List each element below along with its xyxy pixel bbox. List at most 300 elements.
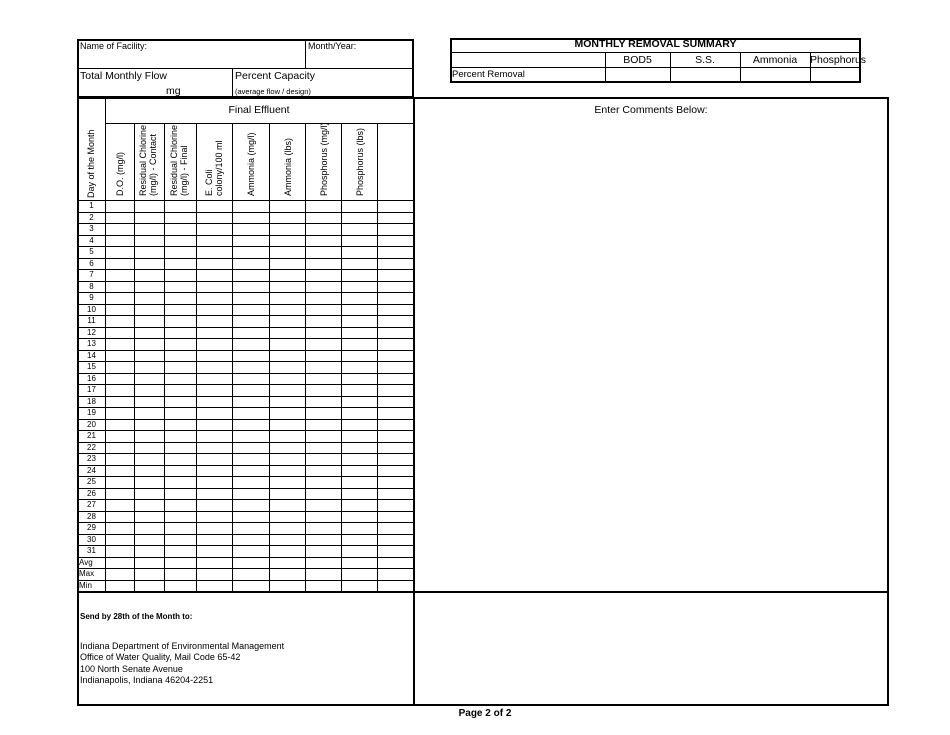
data-cell[interactable]	[233, 523, 269, 534]
data-cell[interactable]	[342, 535, 377, 546]
data-cell[interactable]	[342, 224, 377, 235]
data-cell[interactable]	[270, 397, 305, 408]
data-cell[interactable]	[342, 581, 377, 592]
data-cell[interactable]	[233, 489, 269, 500]
facility-name-field[interactable]	[78, 52, 304, 67]
data-cell[interactable]	[135, 397, 164, 408]
data-cell[interactable]	[135, 316, 164, 327]
data-cell[interactable]	[165, 201, 196, 212]
data-cell[interactable]	[165, 535, 196, 546]
data-cell[interactable]	[378, 512, 413, 523]
data-cell[interactable]	[378, 420, 413, 431]
data-cell[interactable]	[135, 374, 164, 385]
data-cell[interactable]	[135, 213, 164, 224]
data-cell[interactable]	[197, 293, 232, 304]
data-cell[interactable]	[342, 247, 377, 258]
data-cell[interactable]	[342, 408, 377, 419]
data-cell[interactable]	[342, 385, 377, 396]
data-cell[interactable]	[233, 328, 269, 339]
data-cell[interactable]	[378, 397, 413, 408]
data-cell[interactable]	[197, 500, 232, 511]
data-cell[interactable]	[342, 443, 377, 454]
data-cell[interactable]	[197, 397, 232, 408]
data-cell[interactable]	[165, 558, 196, 569]
data-cell[interactable]	[233, 454, 269, 465]
data-cell[interactable]	[233, 339, 269, 350]
data-cell[interactable]	[165, 523, 196, 534]
comments-field[interactable]	[416, 120, 887, 590]
data-cell[interactable]	[197, 466, 232, 477]
data-cell[interactable]	[106, 362, 134, 373]
data-cell[interactable]	[106, 558, 134, 569]
data-cell[interactable]	[106, 270, 134, 281]
data-cell[interactable]	[233, 316, 269, 327]
data-cell[interactable]	[165, 466, 196, 477]
data-cell[interactable]	[378, 558, 413, 569]
data-cell[interactable]	[135, 385, 164, 396]
data-cell[interactable]	[197, 546, 232, 557]
data-cell[interactable]	[306, 316, 341, 327]
data-cell[interactable]	[135, 236, 164, 247]
data-cell[interactable]	[197, 224, 232, 235]
data-cell[interactable]	[270, 201, 305, 212]
data-cell[interactable]	[233, 535, 269, 546]
data-cell[interactable]	[270, 374, 305, 385]
data-cell[interactable]	[106, 581, 134, 592]
data-cell[interactable]	[135, 581, 164, 592]
data-cell[interactable]	[306, 236, 341, 247]
data-cell[interactable]	[165, 385, 196, 396]
data-cell[interactable]	[270, 305, 305, 316]
data-cell[interactable]	[306, 420, 341, 431]
data-cell[interactable]	[165, 408, 196, 419]
data-cell[interactable]	[135, 512, 164, 523]
data-cell[interactable]	[270, 489, 305, 500]
data-cell[interactable]	[135, 535, 164, 546]
data-cell[interactable]	[165, 236, 196, 247]
data-cell[interactable]	[306, 282, 341, 293]
data-cell[interactable]	[106, 305, 134, 316]
data-cell[interactable]	[197, 523, 232, 534]
data-cell[interactable]	[197, 282, 232, 293]
data-cell[interactable]	[270, 431, 305, 442]
data-cell[interactable]	[233, 201, 269, 212]
data-cell[interactable]	[135, 431, 164, 442]
data-cell[interactable]	[378, 259, 413, 270]
data-cell[interactable]	[106, 247, 134, 258]
data-cell[interactable]	[197, 512, 232, 523]
data-cell[interactable]	[197, 408, 232, 419]
data-cell[interactable]	[197, 558, 232, 569]
data-cell[interactable]	[106, 351, 134, 362]
data-cell[interactable]	[197, 339, 232, 350]
data-cell[interactable]	[306, 408, 341, 419]
data-cell[interactable]	[233, 546, 269, 557]
data-cell[interactable]	[197, 443, 232, 454]
data-cell[interactable]	[233, 213, 269, 224]
data-cell[interactable]	[342, 431, 377, 442]
data-cell[interactable]	[342, 328, 377, 339]
data-cell[interactable]	[342, 351, 377, 362]
data-cell[interactable]	[197, 362, 232, 373]
data-cell[interactable]	[378, 489, 413, 500]
data-cell[interactable]	[378, 213, 413, 224]
data-cell[interactable]	[342, 305, 377, 316]
data-cell[interactable]	[378, 328, 413, 339]
data-cell[interactable]	[342, 558, 377, 569]
data-cell[interactable]	[165, 293, 196, 304]
data-cell[interactable]	[306, 293, 341, 304]
data-cell[interactable]	[342, 316, 377, 327]
data-cell[interactable]	[306, 500, 341, 511]
data-cell[interactable]	[306, 374, 341, 385]
data-cell[interactable]	[342, 523, 377, 534]
data-cell[interactable]	[165, 213, 196, 224]
data-cell[interactable]	[233, 362, 269, 373]
data-cell[interactable]	[342, 293, 377, 304]
data-cell[interactable]	[197, 489, 232, 500]
data-cell[interactable]	[270, 420, 305, 431]
data-cell[interactable]	[106, 339, 134, 350]
data-cell[interactable]	[165, 282, 196, 293]
data-cell[interactable]	[165, 397, 196, 408]
data-cell[interactable]	[197, 305, 232, 316]
data-cell[interactable]	[270, 581, 305, 592]
data-cell[interactable]	[270, 328, 305, 339]
data-cell[interactable]	[106, 569, 134, 580]
data-cell[interactable]	[342, 512, 377, 523]
data-cell[interactable]	[197, 385, 232, 396]
data-cell[interactable]	[197, 270, 232, 281]
data-cell[interactable]	[306, 224, 341, 235]
data-cell[interactable]	[342, 362, 377, 373]
data-cell[interactable]	[106, 408, 134, 419]
data-cell[interactable]	[165, 500, 196, 511]
data-cell[interactable]	[135, 259, 164, 270]
data-cell[interactable]	[197, 477, 232, 488]
data-cell[interactable]	[378, 408, 413, 419]
data-cell[interactable]	[342, 270, 377, 281]
data-cell[interactable]	[342, 374, 377, 385]
data-cell[interactable]	[165, 259, 196, 270]
data-cell[interactable]	[378, 201, 413, 212]
data-cell[interactable]	[165, 431, 196, 442]
data-cell[interactable]	[342, 420, 377, 431]
data-cell[interactable]	[233, 512, 269, 523]
data-cell[interactable]	[233, 270, 269, 281]
data-cell[interactable]	[135, 339, 164, 350]
data-cell[interactable]	[342, 454, 377, 465]
data-cell[interactable]	[378, 282, 413, 293]
data-cell[interactable]	[342, 259, 377, 270]
data-cell[interactable]	[306, 569, 341, 580]
data-cell[interactable]	[306, 328, 341, 339]
data-cell[interactable]	[378, 581, 413, 592]
data-cell[interactable]	[270, 351, 305, 362]
data-cell[interactable]	[342, 282, 377, 293]
data-cell[interactable]	[270, 282, 305, 293]
data-cell[interactable]	[378, 236, 413, 247]
data-cell[interactable]	[342, 569, 377, 580]
data-cell[interactable]	[378, 477, 413, 488]
data-cell[interactable]	[378, 385, 413, 396]
data-cell[interactable]	[233, 385, 269, 396]
data-cell[interactable]	[233, 293, 269, 304]
data-cell[interactable]	[106, 328, 134, 339]
data-cell[interactable]	[306, 466, 341, 477]
data-cell[interactable]	[378, 224, 413, 235]
data-cell[interactable]	[378, 316, 413, 327]
data-cell[interactable]	[270, 477, 305, 488]
data-cell[interactable]	[106, 546, 134, 557]
data-cell[interactable]	[270, 385, 305, 396]
data-cell[interactable]	[306, 351, 341, 362]
data-cell[interactable]	[378, 351, 413, 362]
data-cell[interactable]	[135, 558, 164, 569]
data-cell[interactable]	[378, 443, 413, 454]
data-cell[interactable]	[135, 454, 164, 465]
removal-ammonia-field[interactable]	[741, 68, 809, 81]
data-cell[interactable]	[378, 523, 413, 534]
data-cell[interactable]	[197, 535, 232, 546]
data-cell[interactable]	[306, 477, 341, 488]
data-cell[interactable]	[165, 270, 196, 281]
data-cell[interactable]	[106, 535, 134, 546]
data-cell[interactable]	[270, 270, 305, 281]
data-cell[interactable]	[233, 259, 269, 270]
data-cell[interactable]	[106, 397, 134, 408]
data-cell[interactable]	[135, 247, 164, 258]
data-cell[interactable]	[135, 420, 164, 431]
data-cell[interactable]	[270, 224, 305, 235]
data-cell[interactable]	[270, 443, 305, 454]
data-cell[interactable]	[270, 247, 305, 258]
data-cell[interactable]	[165, 305, 196, 316]
data-cell[interactable]	[106, 500, 134, 511]
data-cell[interactable]	[233, 236, 269, 247]
data-cell[interactable]	[378, 546, 413, 557]
data-cell[interactable]	[342, 339, 377, 350]
data-cell[interactable]	[306, 247, 341, 258]
data-cell[interactable]	[165, 477, 196, 488]
data-cell[interactable]	[306, 489, 341, 500]
data-cell[interactable]	[342, 213, 377, 224]
data-cell[interactable]	[270, 339, 305, 350]
data-cell[interactable]	[342, 236, 377, 247]
data-cell[interactable]	[270, 362, 305, 373]
data-cell[interactable]	[197, 316, 232, 327]
data-cell[interactable]	[135, 466, 164, 477]
data-cell[interactable]	[165, 420, 196, 431]
data-cell[interactable]	[165, 512, 196, 523]
data-cell[interactable]	[306, 512, 341, 523]
data-cell[interactable]	[306, 454, 341, 465]
data-cell[interactable]	[197, 420, 232, 431]
data-cell[interactable]	[135, 408, 164, 419]
data-cell[interactable]	[233, 500, 269, 511]
data-cell[interactable]	[378, 569, 413, 580]
data-cell[interactable]	[342, 397, 377, 408]
total-monthly-flow-field[interactable]	[78, 83, 163, 97]
removal-phosphorus-field[interactable]	[811, 68, 859, 81]
data-cell[interactable]	[165, 224, 196, 235]
data-cell[interactable]	[270, 558, 305, 569]
data-cell[interactable]	[270, 546, 305, 557]
data-cell[interactable]	[270, 569, 305, 580]
data-cell[interactable]	[306, 213, 341, 224]
data-cell[interactable]	[270, 535, 305, 546]
data-cell[interactable]	[135, 523, 164, 534]
data-cell[interactable]	[270, 316, 305, 327]
data-cell[interactable]	[106, 316, 134, 327]
data-cell[interactable]	[135, 362, 164, 373]
data-cell[interactable]	[233, 558, 269, 569]
data-cell[interactable]	[233, 247, 269, 258]
data-cell[interactable]	[233, 466, 269, 477]
data-cell[interactable]	[306, 362, 341, 373]
data-cell[interactable]	[165, 581, 196, 592]
data-cell[interactable]	[197, 454, 232, 465]
data-cell[interactable]	[135, 270, 164, 281]
data-cell[interactable]	[106, 201, 134, 212]
data-cell[interactable]	[165, 443, 196, 454]
data-cell[interactable]	[378, 374, 413, 385]
data-cell[interactable]	[270, 236, 305, 247]
data-cell[interactable]	[233, 397, 269, 408]
data-cell[interactable]	[135, 443, 164, 454]
data-cell[interactable]	[342, 466, 377, 477]
data-cell[interactable]	[165, 316, 196, 327]
data-cell[interactable]	[378, 293, 413, 304]
month-year-field[interactable]	[306, 52, 412, 67]
percent-capacity-field[interactable]	[320, 82, 412, 97]
data-cell[interactable]	[135, 201, 164, 212]
data-cell[interactable]	[378, 466, 413, 477]
data-cell[interactable]	[135, 546, 164, 557]
data-cell[interactable]	[378, 305, 413, 316]
data-cell[interactable]	[135, 569, 164, 580]
removal-bod5-field[interactable]	[606, 68, 669, 81]
data-cell[interactable]	[197, 213, 232, 224]
data-cell[interactable]	[106, 236, 134, 247]
data-cell[interactable]	[165, 569, 196, 580]
data-cell[interactable]	[306, 385, 341, 396]
data-cell[interactable]	[306, 305, 341, 316]
data-cell[interactable]	[378, 247, 413, 258]
removal-ss-field[interactable]	[671, 68, 739, 81]
data-cell[interactable]	[165, 328, 196, 339]
data-cell[interactable]	[197, 247, 232, 258]
data-cell[interactable]	[233, 408, 269, 419]
data-cell[interactable]	[106, 489, 134, 500]
data-cell[interactable]	[106, 466, 134, 477]
data-cell[interactable]	[270, 454, 305, 465]
data-cell[interactable]	[106, 213, 134, 224]
data-cell[interactable]	[306, 397, 341, 408]
data-cell[interactable]	[342, 500, 377, 511]
data-cell[interactable]	[233, 477, 269, 488]
data-cell[interactable]	[135, 500, 164, 511]
data-cell[interactable]	[306, 558, 341, 569]
data-cell[interactable]	[197, 259, 232, 270]
data-cell[interactable]	[135, 282, 164, 293]
data-cell[interactable]	[306, 546, 341, 557]
data-cell[interactable]	[106, 374, 134, 385]
data-cell[interactable]	[233, 443, 269, 454]
data-cell[interactable]	[306, 443, 341, 454]
data-cell[interactable]	[233, 420, 269, 431]
data-cell[interactable]	[378, 431, 413, 442]
data-cell[interactable]	[233, 351, 269, 362]
data-cell[interactable]	[378, 362, 413, 373]
data-cell[interactable]	[233, 569, 269, 580]
data-cell[interactable]	[197, 431, 232, 442]
data-cell[interactable]	[270, 512, 305, 523]
data-cell[interactable]	[106, 454, 134, 465]
data-cell[interactable]	[306, 581, 341, 592]
data-cell[interactable]	[306, 259, 341, 270]
data-cell[interactable]	[165, 489, 196, 500]
data-cell[interactable]	[378, 535, 413, 546]
data-cell[interactable]	[306, 535, 341, 546]
data-cell[interactable]	[342, 489, 377, 500]
data-cell[interactable]	[165, 546, 196, 557]
data-cell[interactable]	[233, 282, 269, 293]
data-cell[interactable]	[378, 339, 413, 350]
data-cell[interactable]	[270, 500, 305, 511]
data-cell[interactable]	[135, 351, 164, 362]
data-cell[interactable]	[106, 282, 134, 293]
data-cell[interactable]	[270, 213, 305, 224]
data-cell[interactable]	[306, 270, 341, 281]
data-cell[interactable]	[342, 546, 377, 557]
data-cell[interactable]	[165, 374, 196, 385]
data-cell[interactable]	[233, 374, 269, 385]
data-cell[interactable]	[270, 466, 305, 477]
data-cell[interactable]	[106, 224, 134, 235]
data-cell[interactable]	[233, 224, 269, 235]
data-cell[interactable]	[306, 523, 341, 534]
data-cell[interactable]	[306, 339, 341, 350]
data-cell[interactable]	[270, 259, 305, 270]
data-cell[interactable]	[106, 431, 134, 442]
data-cell[interactable]	[165, 362, 196, 373]
data-cell[interactable]	[270, 408, 305, 419]
data-cell[interactable]	[106, 523, 134, 534]
data-cell[interactable]	[197, 374, 232, 385]
data-cell[interactable]	[270, 523, 305, 534]
data-cell[interactable]	[197, 351, 232, 362]
data-cell[interactable]	[378, 500, 413, 511]
data-cell[interactable]	[135, 477, 164, 488]
data-cell[interactable]	[197, 201, 232, 212]
data-cell[interactable]	[106, 293, 134, 304]
data-cell[interactable]	[106, 477, 134, 488]
bottom-comments-field[interactable]	[416, 594, 887, 704]
data-cell[interactable]	[342, 477, 377, 488]
data-cell[interactable]	[165, 339, 196, 350]
data-cell[interactable]	[306, 431, 341, 442]
data-cell[interactable]	[342, 201, 377, 212]
data-cell[interactable]	[270, 293, 305, 304]
data-cell[interactable]	[378, 270, 413, 281]
data-cell[interactable]	[165, 247, 196, 258]
data-cell[interactable]	[306, 201, 341, 212]
data-cell[interactable]	[233, 305, 269, 316]
data-cell[interactable]	[106, 512, 134, 523]
data-cell[interactable]	[106, 259, 134, 270]
data-cell[interactable]	[165, 454, 196, 465]
